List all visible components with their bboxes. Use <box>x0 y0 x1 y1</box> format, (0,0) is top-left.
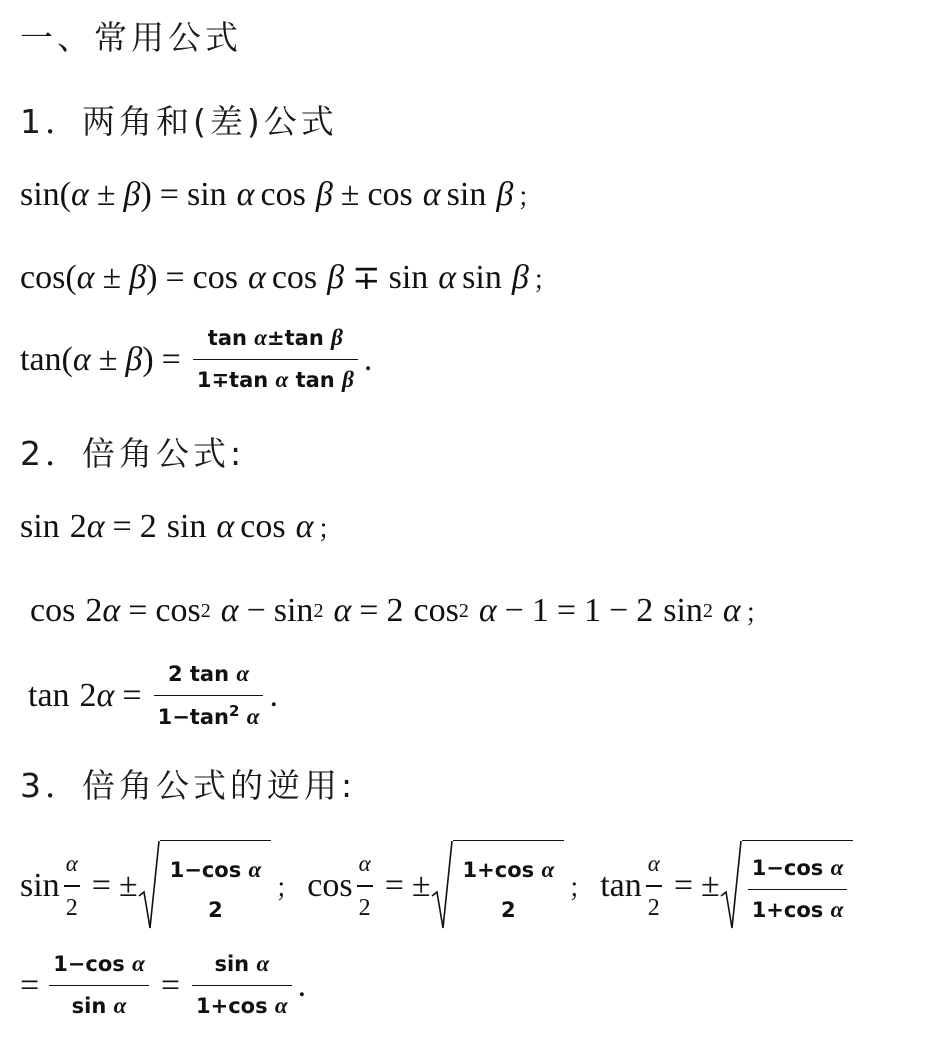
sqrt-cos-half: $\frac{\text{1+cos α}}{2}$ <box>431 840 565 932</box>
formula-half-angle: sin $\frac{\alpha}{2}$ = ± $\frac{\text{1−cos α}}{2}$ ； cos $\frac{\alpha}{2}$ = ± $\frac{\text{1+cos α}}{2}$ ； tan $\frac{\alpha}{2}$ = ± $\frac{\text{1−cos α}}{\text{1+cos α}}$ <box>20 840 853 932</box>
section-title: 一、常用公式 <box>20 18 242 57</box>
formula-sin-double: sin 2 α = 2 sin α cos α ； <box>20 508 344 545</box>
formula-tan-sum: tan( α ± β ) = $\frac{\text{tan α±tan β}}{\text{1∓tan α tan β}}$ . <box>20 324 372 395</box>
formula-sin-sum: sin( α ± β ) = sin α cos β ± cos α sin β ； <box>20 176 544 213</box>
fraction-tan-double: $\frac{\text{2 tan α}}{1-\tan^2 \alpha}$ <box>154 660 264 732</box>
heading-double-angle: 2．倍角公式: <box>20 434 246 473</box>
formula-cos-sum: cos( α ± β ) = cos α cos β ∓ sin α sin β ； <box>20 259 559 297</box>
formula-cos-double: cos 2 α = cos 2 α − sin 2 α = 2 cos 2 α − 1 = 1 − 2 sin 2 α ； <box>30 592 771 629</box>
fraction-tan-sum: $\frac{\text{tan α±tan β}}{\text{1∓tan α tan β}}$ <box>193 324 358 395</box>
formula-tan-double: tan 2 α = $\frac{\text{2 tan α}}{1-\tan^2 \alpha}$ . <box>28 660 278 732</box>
heading-sum-difference: 1．两角和(差)公式 <box>20 102 338 141</box>
sqrt-sin-half: $\frac{\text{1−cos α}}{2}$ <box>138 840 272 932</box>
sqrt-tan-half: $\frac{\text{1−cos α}}{\text{1+cos α}}$ <box>720 840 854 932</box>
heading-double-angle-inverse: 3．倍角公式的逆用: <box>20 766 357 805</box>
formula-half-angle-tan-alt: = $\frac{\text{1−cos α}}{\text{sin α}}$ = $\frac{\text{sin α}}{\text{1+cos α}}$ . <box>20 951 307 1019</box>
